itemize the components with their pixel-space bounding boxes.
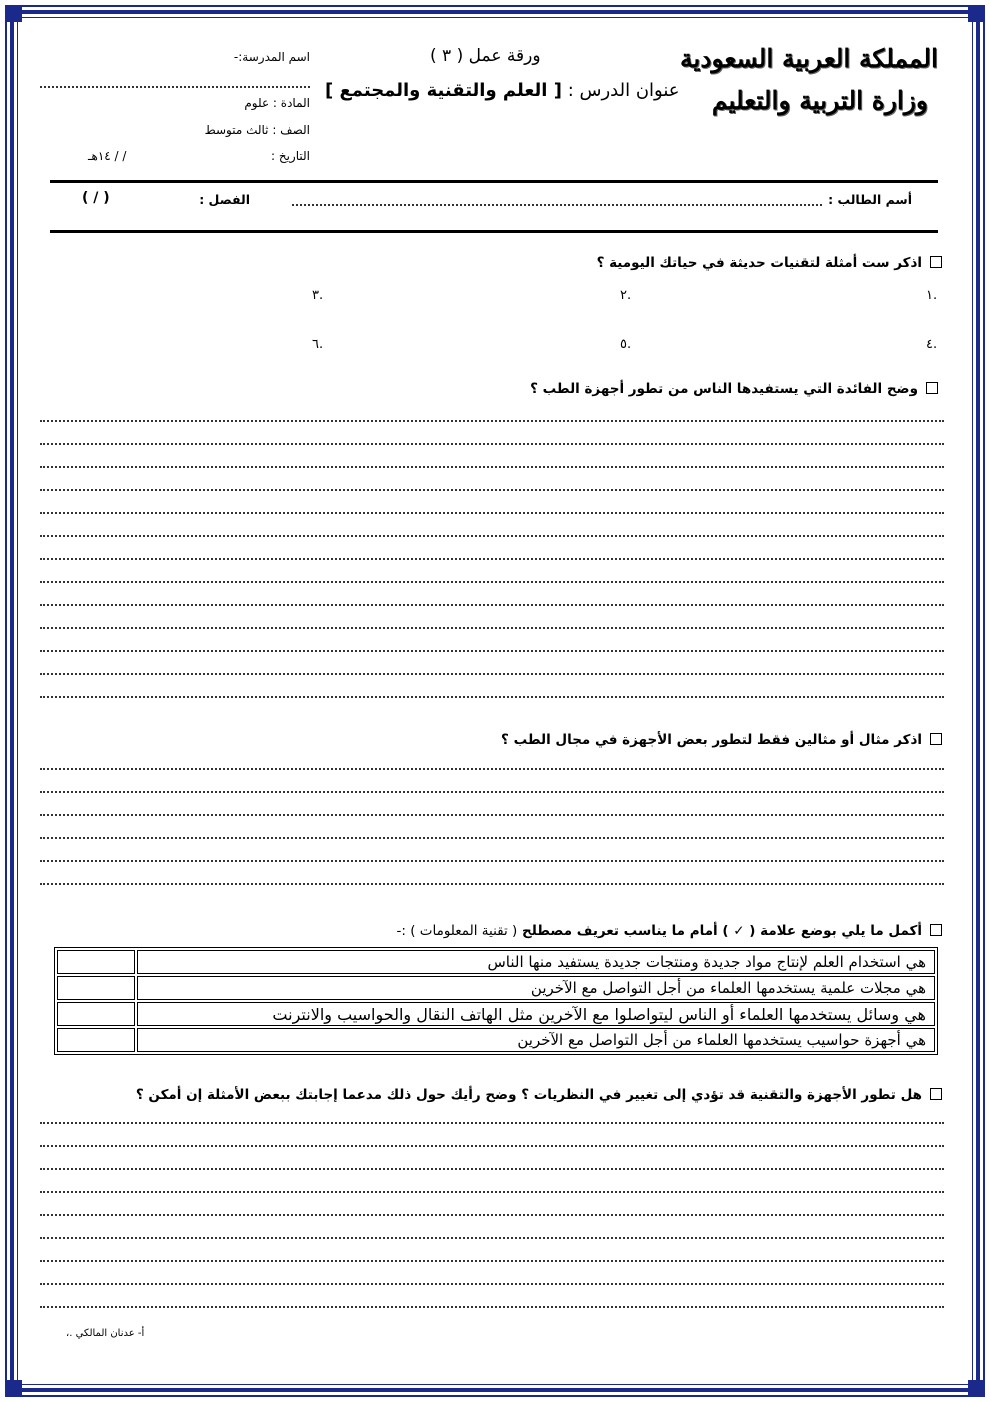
answer-number: ١.	[926, 288, 938, 303]
question-4-text: أكمل ما يلي بوضع علامة ( ✓ ) أمام ما يناسب تعريف مصطلح	[522, 923, 922, 939]
checkbox-icon	[930, 733, 942, 745]
page-border-inner	[17, 17, 973, 1385]
table-row	[57, 1002, 935, 1026]
question-2-text: وضح الفائدة التي يستفيدها الناس من تطور أجهزة الطب ؟	[530, 381, 918, 397]
answer-line[interactable]	[40, 466, 944, 468]
answer-line[interactable]	[40, 1283, 944, 1285]
question-3-text: اذكر مثال أو مثالين فقط لتطور بعض الأجهزة في مجال الطب ؟	[501, 732, 922, 748]
question-2	[530, 381, 938, 397]
answer-line[interactable]	[40, 768, 944, 770]
choice-mark-cell[interactable]	[57, 950, 135, 974]
header-divider-top	[50, 180, 938, 183]
answer-line[interactable]	[40, 512, 944, 514]
class-value: ( / )	[82, 190, 110, 206]
answer-line[interactable]	[40, 1122, 944, 1124]
border-corner	[968, 1380, 984, 1396]
answer-line[interactable]	[40, 489, 944, 491]
subject-label: المادة : علوم	[244, 96, 310, 110]
answer-number: ٤.	[926, 337, 938, 352]
answer-line[interactable]	[40, 650, 944, 652]
border-corner	[6, 1380, 22, 1396]
question-4-term: ( تقنية المعلومات ) :-	[396, 923, 518, 939]
choice-text: هي وسائل يستخدمها العلماء أو الناس ليتواصلوا مع الآخرين مثل الهاتف النقال والحواسيب والانترنت	[137, 1002, 935, 1026]
answer-line[interactable]	[40, 1214, 944, 1216]
checkbox-icon	[930, 924, 942, 936]
answer-line[interactable]	[40, 1306, 944, 1308]
choice-text: هي استخدام العلم لإنتاج مواد جديدة ومنتجات جديدة يستفيد منها الناس	[137, 950, 935, 974]
answer-line[interactable]	[40, 883, 944, 885]
checkbox-icon	[930, 1088, 942, 1100]
table-row	[57, 1028, 935, 1052]
question-4	[397, 923, 942, 939]
answer-number: ٥.	[620, 337, 632, 352]
school-name-line	[40, 86, 310, 88]
question-1	[597, 255, 942, 271]
table-row	[57, 976, 935, 1000]
table-row	[57, 950, 935, 974]
answer-line[interactable]	[40, 837, 944, 839]
answer-line[interactable]	[40, 791, 944, 793]
choice-mark-cell[interactable]	[57, 1028, 135, 1052]
border-corner	[968, 6, 984, 22]
answer-line[interactable]	[40, 1168, 944, 1170]
question-1-text: اذكر ست أمثلة لتقنيات حديثة في حياتك اليومية ؟	[596, 255, 922, 271]
choice-text: هي مجلات علمية يستخدمها العلماء من أجل التواصل مع الآخرين	[137, 976, 935, 1000]
answer-line[interactable]	[40, 673, 944, 675]
lesson-heading	[325, 80, 680, 101]
answer-line[interactable]	[40, 604, 944, 606]
answer-line[interactable]	[40, 814, 944, 816]
answer-line[interactable]	[40, 860, 944, 862]
answer-line[interactable]	[40, 627, 944, 629]
answer-line[interactable]	[40, 558, 944, 560]
author-credit: أ- عدنان المالكي .،	[66, 1328, 145, 1339]
student-name-label: أسم الطالب :	[828, 192, 912, 207]
question-5-text: هل تطور الأجهزة والتقنية قد تؤدي إلى تغيير في النظريات ؟ وضح رأيك حول ذلك مدعما إجابتك ببعض الأمثلة إن أمكن ؟	[135, 1087, 922, 1103]
school-label: اسم المدرسة:-	[233, 50, 310, 64]
answer-number: ٣.	[312, 288, 324, 303]
choice-mark-cell[interactable]	[57, 1002, 135, 1026]
class-label: الفصل :	[199, 192, 250, 207]
answer-line[interactable]	[40, 1260, 944, 1262]
answer-line[interactable]	[40, 1237, 944, 1239]
question-5	[136, 1087, 942, 1103]
choice-text: هي أجهزة حواسيب يستخدمها العلماء من أجل التواصل مع الآخرين	[137, 1028, 935, 1052]
checkbox-icon	[926, 382, 938, 394]
date-value: / / ١٤هـ	[88, 149, 127, 163]
answer-line[interactable]	[40, 535, 944, 537]
question-3	[501, 732, 942, 748]
grade-label: الصف : ثالث متوسط	[204, 123, 310, 137]
answer-line[interactable]	[40, 1191, 944, 1193]
answer-line[interactable]	[40, 1145, 944, 1147]
checkbox-icon	[930, 256, 942, 268]
answer-line[interactable]	[40, 581, 944, 583]
kingdom-title: المملكة العربية السعودية	[679, 44, 938, 73]
answer-number: ٢.	[620, 288, 632, 303]
ministry-title: وزارة التربية والتعليم	[711, 86, 928, 115]
answer-line[interactable]	[40, 443, 944, 445]
date-label: التاريخ :	[270, 149, 310, 163]
answer-number: ٦.	[312, 337, 324, 352]
definition-choices-table	[54, 947, 938, 1055]
lesson-title: [ العلم والتقنية والمجتمع ]	[325, 80, 562, 101]
answer-line[interactable]	[40, 420, 944, 422]
student-name-line[interactable]	[292, 204, 822, 206]
border-corner	[6, 6, 22, 22]
answer-line[interactable]	[40, 696, 944, 698]
lesson-label: عنوان الدرس :	[567, 80, 680, 101]
worksheet-title: ورقة عمل ( ٣ )	[430, 46, 541, 66]
header-divider-bottom	[50, 230, 938, 233]
choice-mark-cell[interactable]	[57, 976, 135, 1000]
